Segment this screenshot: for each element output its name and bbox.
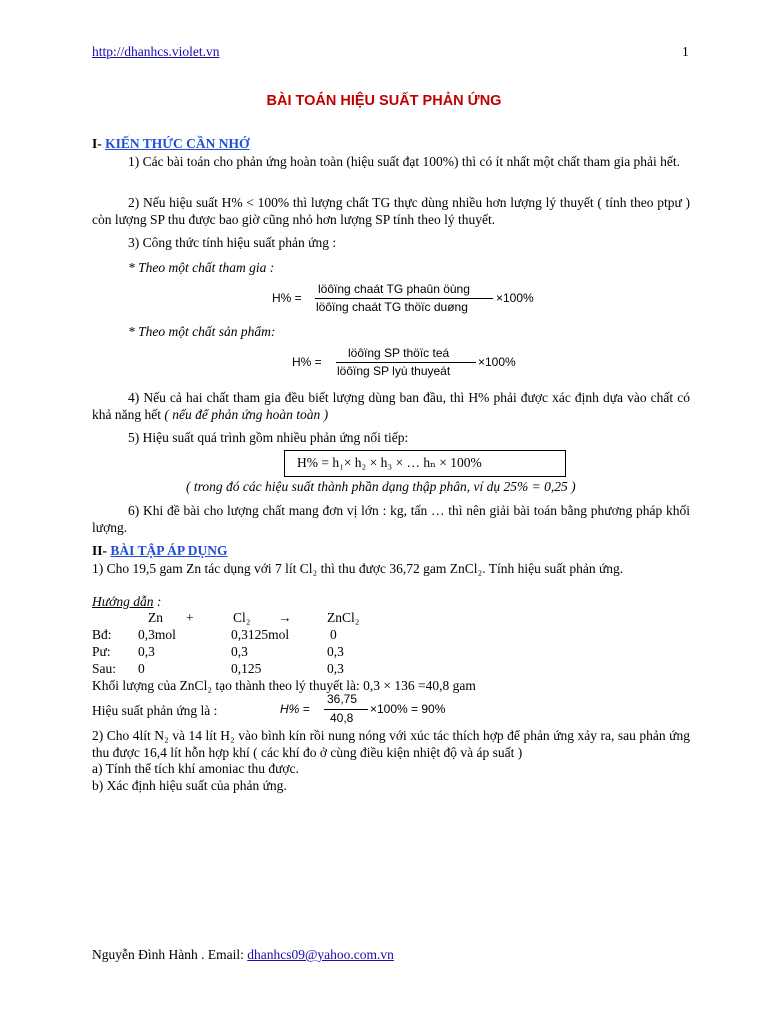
section1-paragraph-3: 3) Công thức tính hiệu suất phản ứng :	[128, 235, 337, 250]
formula-2-denominator: löôïng SP lyù thuyeát	[337, 364, 451, 378]
formula-yield-result	[280, 692, 480, 728]
exercise-2-question: 2) Cho 4lít N₂ và 14 lít H₂ vào bình kín rồi nung nóng với xúc tác thích hợp để phản ứng xảy ra, sau phản ứng thu được 16,4 lít hỗn hợp khí ( các khí đo ở cùng điều kiện nhiệt độ và áp suất )	[92, 728, 690, 760]
formula-1-denominator: löôïng chaát TG thöïc duøng	[316, 300, 468, 314]
formula-3-fraction-bar	[324, 709, 368, 710]
paragraph-4-italic: ( nếu để phản ứng hoàn toàn )	[164, 407, 329, 422]
case-reactant-label: * Theo một chất tham gia :	[128, 260, 275, 275]
equation-cl2: Cl₂	[233, 610, 251, 625]
section1-heading	[92, 136, 250, 152]
footer	[92, 947, 394, 963]
equation-zncl2: ZnCl₂	[327, 610, 360, 625]
exercise-1-question: 1) Cho 19,5 gam Zn tác dụng với 7 lít Cl₂ thì thu được 36,72 gam ZnCl₂. Tính hiệu suất phản ứng.	[92, 561, 624, 576]
yield-label: Hiệu suất phản ứng là :	[92, 703, 218, 718]
chain-yield-formula-box	[284, 450, 566, 477]
row-initial-zncl2: 0	[330, 627, 337, 642]
formula-2-fraction-bar	[336, 362, 476, 363]
formula-1-right: ×100%	[496, 291, 534, 305]
formula-3-numerator: 36,75	[327, 692, 358, 706]
section2-prefix: II-	[92, 543, 108, 558]
row-reacted-zn: 0,3	[138, 644, 155, 659]
header-url-link[interactable]: http://dhanhcs.violet.vn	[92, 44, 220, 59]
row-reacted-label: Pư:	[92, 644, 111, 659]
row-reacted-zncl2: 0,3	[327, 644, 344, 659]
footer-email-link[interactable]: dhanhcs09@yahoo.com.vn	[247, 947, 394, 962]
formula-1-numerator: löôïng chaát TG phaûn öùng	[318, 282, 470, 296]
formula-product-yield	[290, 346, 540, 386]
formula-1-left: H% =	[272, 291, 302, 305]
section1-heading-link[interactable]: KIẾN THỨC CẦN NHỚ	[105, 136, 250, 151]
section1-paragraph-4	[92, 389, 690, 423]
formula-2-left: H% =	[292, 355, 322, 369]
row-initial-label: Bđ:	[92, 627, 112, 642]
section2-heading	[92, 543, 228, 559]
section1-prefix: I-	[92, 136, 102, 151]
row-reacted-cl2: 0,3	[231, 644, 248, 659]
row-after-zncl2: 0,3	[327, 661, 344, 676]
guide-label-colon: :	[153, 594, 162, 609]
page-number: 1	[682, 44, 689, 59]
formula-2-numerator: löôïng SP thöïc teá	[348, 346, 450, 360]
exercise-2-part-a: a) Tính thể tích khí amoniac thu được.	[92, 761, 299, 776]
row-after-zn: 0	[138, 661, 145, 676]
formula-1-fraction-bar	[315, 298, 493, 299]
equation-plus: +	[186, 610, 194, 625]
footer-author: Nguyễn Đình Hành . Email:	[92, 947, 248, 962]
decimal-note: ( trong đó các hiệu suất thành phần dạng thập phân, ví dụ 25% = 0,25 )	[186, 479, 576, 494]
guide-label-text: Hướng dẫn	[92, 594, 154, 609]
case-product-label: * Theo một chất sản phẩm:	[128, 324, 276, 339]
formula-reactant-yield	[270, 282, 560, 322]
guide-label	[92, 594, 161, 610]
formula-3-left: H% =	[280, 702, 310, 716]
formula-3-denominator: 40,8	[330, 711, 354, 725]
theoretical-mass-line: Khối lượng của ZnCl₂ tạo thành theo lý thuyết là: 0,3 × 136 =40,8 gam	[92, 678, 476, 693]
row-after-cl2: 0,125	[231, 661, 262, 676]
section1-paragraph-2: 2) Nếu hiệu suất H% < 100% thì lượng chất TG thực dùng nhiều hơn lượng lý thuyết ( tính theo ptpư ) còn lượng SP thu được bao giờ cũng nhỏ hơn lượng SP tính theo lý thuyết.	[92, 195, 690, 227]
equation-zn: Zn	[148, 610, 163, 625]
formula-2-right: ×100%	[478, 355, 516, 369]
exercise-2-part-b: b) Xác định hiệu suất của phản ứng.	[92, 778, 287, 793]
equation-arrow: →	[278, 610, 292, 625]
section2-heading-link[interactable]: BÀI TẬP ÁP DỤNG	[110, 543, 228, 558]
row-initial-zn: 0,3mol	[138, 627, 176, 642]
row-after-label: Sau:	[92, 661, 117, 676]
section1-paragraph-5: 5) Hiệu suất quá trình gồm nhiều phản ứng nối tiếp:	[128, 430, 409, 445]
chain-yield-formula: H% = h₁× h₂ × h₃ × … hₙ × 100%	[297, 455, 482, 470]
section1-paragraph-6: 6) Khi đề bài cho lượng chất mang đơn vị lớn : kg, tấn … thì nên giải bài toán bằng phương pháp khối lượng.	[92, 503, 690, 535]
row-initial-cl2: 0,3125mol	[231, 627, 290, 642]
page-title: BÀI TOÁN HIỆU SUẤT PHẢN ỨNG	[266, 93, 502, 109]
section1-paragraph-1: 1) Các bài toán cho phản ứng hoàn toàn (hiệu suất đạt 100%) thì có ít nhất một chất tham gia phải hết.	[128, 154, 681, 169]
paragraph-4-text: 4) Nếu cả hai chất tham gia đều biết lượng dùng ban đầu, thì H% phải được xác định dựa vào chất có khả năng hết	[92, 390, 690, 422]
formula-3-right: ×100% = 90%	[370, 702, 446, 716]
